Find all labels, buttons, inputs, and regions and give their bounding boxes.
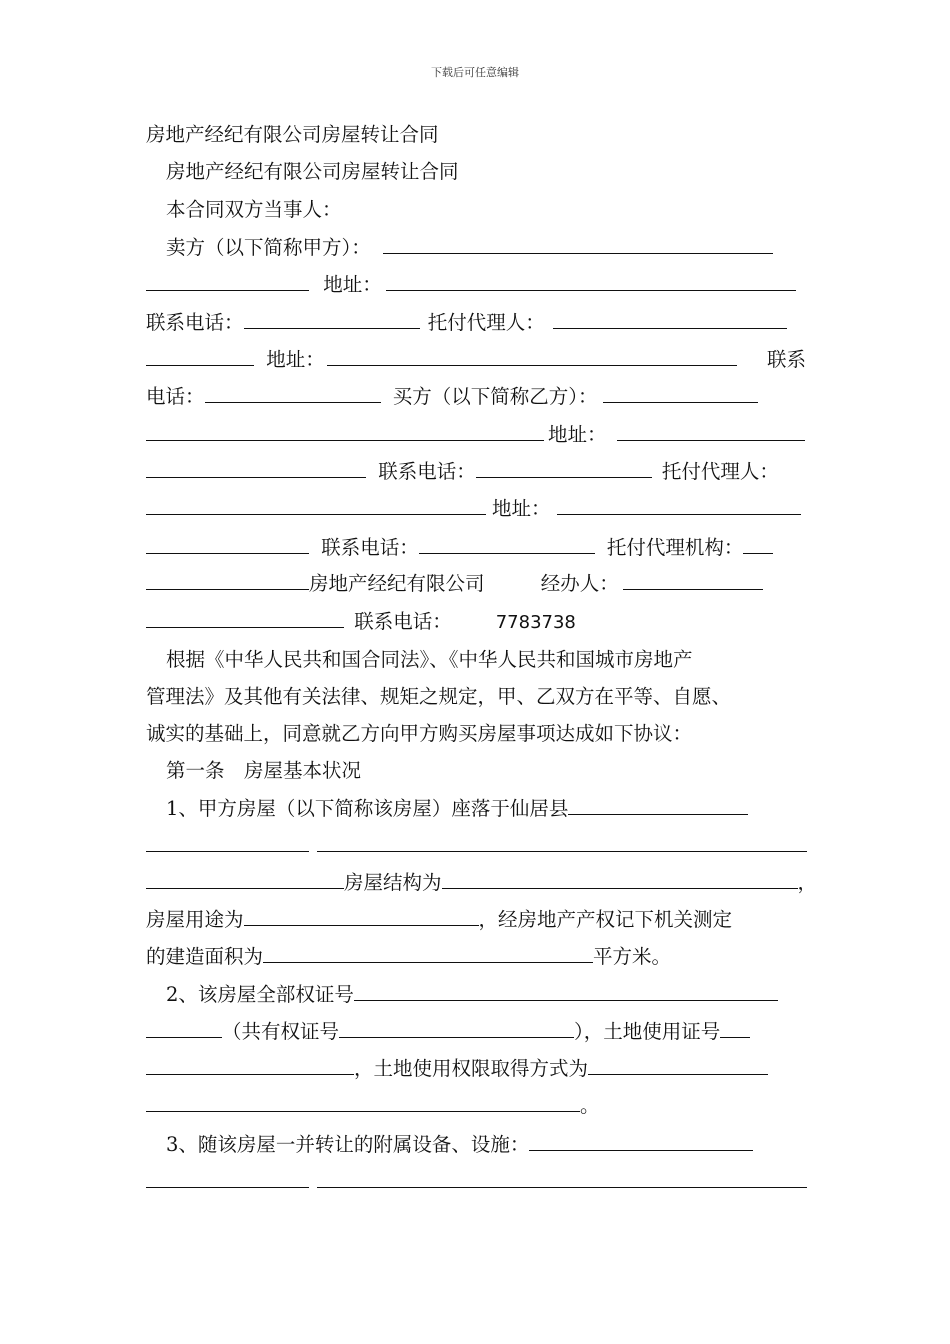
land-cert-blank-cont[interactable] bbox=[146, 1053, 354, 1075]
agent-label: 托付代理人： bbox=[661, 460, 779, 483]
agency-phone-number: 7783738 bbox=[495, 612, 576, 633]
agency-label: 托付代理机构： bbox=[606, 536, 744, 559]
handler-blank[interactable] bbox=[623, 568, 763, 590]
land-way-label: ，土地使用权限取得方式为 bbox=[354, 1057, 589, 1080]
seller-agent-address-blank[interactable] bbox=[327, 344, 737, 366]
structure-line bbox=[146, 867, 818, 897]
buyer-line bbox=[146, 381, 806, 411]
doc-title: 房地产经纪有限公司房屋转让合同 bbox=[146, 123, 439, 146]
handler-blank-cont[interactable] bbox=[146, 606, 344, 628]
address-label: 地址： bbox=[323, 273, 382, 296]
phone-label: 联系电话： bbox=[321, 536, 419, 559]
agency-phone-line bbox=[146, 606, 806, 636]
agency-name-line bbox=[146, 568, 806, 598]
usage-tail: ，经房地产产权记下机关测定 bbox=[478, 908, 733, 931]
buyer-agent-line bbox=[146, 493, 806, 523]
item-2-text: 2、该房屋全部权证号 bbox=[166, 983, 354, 1006]
doc-subtitle: 房地产经纪有限公司房屋转让合同 bbox=[166, 160, 459, 183]
land-way-blank-cont[interactable] bbox=[146, 1090, 580, 1112]
address-label: 地址： bbox=[492, 497, 551, 520]
area-line bbox=[146, 941, 806, 971]
area-blank[interactable] bbox=[263, 941, 593, 963]
area-unit: 平方米。 bbox=[593, 945, 672, 968]
facilities-cont-line bbox=[146, 1166, 806, 1196]
structure-label: 房屋结构为 bbox=[344, 871, 442, 894]
buyer-phone-blank[interactable] bbox=[476, 456, 652, 478]
agency-name: 房地产经纪有限公司 bbox=[309, 572, 485, 595]
land-way-blank[interactable] bbox=[588, 1053, 768, 1075]
item-2-line bbox=[166, 979, 806, 1009]
buyer-agent-address-blank-cont[interactable] bbox=[146, 532, 309, 554]
buyer-label: 买方（以下简称乙方）： bbox=[392, 385, 598, 408]
seller-line bbox=[166, 232, 806, 262]
facilities-blank-cont-b[interactable] bbox=[317, 1166, 807, 1188]
article-1-title: 第一条 房屋基本状况 bbox=[166, 759, 362, 782]
phone-wrap-label-b: 电话： bbox=[146, 385, 205, 408]
usage-label: 房屋用途为 bbox=[146, 908, 244, 931]
seller-phone-line bbox=[146, 307, 806, 337]
basis-line-1: 根据《中华人民共和国合同法》、《中华人民共和国城市房地产 bbox=[166, 648, 693, 671]
buyer-agent-phone-blank[interactable] bbox=[419, 532, 595, 554]
buyer-phone-line bbox=[146, 456, 806, 486]
location-blank-cont-b[interactable] bbox=[317, 830, 807, 852]
seller-phone-blank[interactable] bbox=[244, 307, 420, 329]
attached-facilities-blank[interactable] bbox=[529, 1129, 753, 1151]
location-blank-cont-c[interactable] bbox=[146, 867, 344, 889]
agency-blank[interactable] bbox=[743, 532, 773, 554]
ownership-cert-blank[interactable] bbox=[354, 979, 778, 1001]
buyer-agent-address-blank[interactable] bbox=[557, 493, 801, 515]
seller-name-blank[interactable] bbox=[383, 232, 773, 254]
item-1-text: 1、甲方房屋（以下简称该房屋）座落于仙居县 bbox=[166, 797, 569, 820]
area-label: 的建造面积为 bbox=[146, 945, 264, 968]
facilities-blank-cont-a[interactable] bbox=[146, 1166, 309, 1188]
phone-label: 联系电话： bbox=[146, 311, 244, 334]
seller-agent-address-line bbox=[146, 344, 806, 374]
buyer-agent-blank[interactable] bbox=[146, 493, 486, 515]
phone-wrap-label: 联系 bbox=[766, 348, 806, 371]
ownership-cert-blank-cont[interactable] bbox=[146, 1016, 222, 1038]
co-owner-label: （共有权证号 bbox=[222, 1020, 340, 1043]
basis-line-3: 诚实的基础上，同意就乙方向甲方购买房屋事项达成如下协议： bbox=[146, 722, 693, 745]
land-cert-label: ），土地使用证号 bbox=[574, 1020, 721, 1043]
address-label: 地址： bbox=[266, 348, 325, 371]
seller-name-blank-cont[interactable] bbox=[146, 269, 309, 291]
usage-line bbox=[146, 904, 806, 934]
buyer-name-blank[interactable] bbox=[603, 381, 758, 403]
agency-line bbox=[146, 532, 806, 562]
buyer-address-line bbox=[146, 419, 806, 449]
buyer-address-blank-cont[interactable] bbox=[146, 456, 366, 478]
land-cert-blank[interactable] bbox=[720, 1016, 750, 1038]
seller-label: 卖方（以下简称甲方）： bbox=[166, 236, 371, 259]
structure-blank[interactable] bbox=[442, 867, 798, 889]
seller-agent-phone-blank[interactable] bbox=[205, 381, 381, 403]
location-blank-cont-a[interactable] bbox=[146, 830, 309, 852]
land-way-cont-line bbox=[146, 1090, 806, 1120]
agency-blank-cont[interactable] bbox=[146, 568, 309, 590]
land-way-line bbox=[146, 1053, 806, 1083]
agent-label: 托付代理人： bbox=[427, 311, 545, 334]
location-blank[interactable] bbox=[568, 793, 748, 815]
usage-blank[interactable] bbox=[244, 904, 479, 926]
phone-label: 联系电话： bbox=[378, 460, 476, 483]
item-3-text: 3、随该房屋一并转让的附属设备、设施： bbox=[166, 1133, 530, 1156]
phone-label: 联系电话： bbox=[354, 610, 452, 633]
address-label: 地址： bbox=[548, 423, 607, 446]
structure-comma: ， bbox=[797, 871, 818, 894]
location-cont-line bbox=[146, 830, 806, 860]
item-1-line bbox=[166, 793, 806, 823]
co-owner-line bbox=[146, 1016, 806, 1046]
page-header-note: 下载后可任意编辑 bbox=[431, 66, 519, 79]
end-period: 。 bbox=[580, 1094, 600, 1117]
buyer-name-blank-cont[interactable] bbox=[146, 419, 544, 441]
seller-address-line bbox=[146, 269, 806, 299]
co-owner-blank[interactable] bbox=[339, 1016, 574, 1038]
parties-intro: 本合同双方当事人： bbox=[166, 198, 342, 221]
item-3-line bbox=[166, 1129, 806, 1159]
seller-agent-blank-cont[interactable] bbox=[146, 344, 254, 366]
seller-agent-blank[interactable] bbox=[553, 307, 787, 329]
basis-line-2: 管理法》及其他有关法律、规矩之规定，甲、乙双方在平等、自愿、 bbox=[146, 685, 732, 708]
buyer-address-blank[interactable] bbox=[617, 419, 805, 441]
handler-label: 经办人： bbox=[540, 572, 619, 595]
seller-address-blank[interactable] bbox=[386, 269, 796, 291]
